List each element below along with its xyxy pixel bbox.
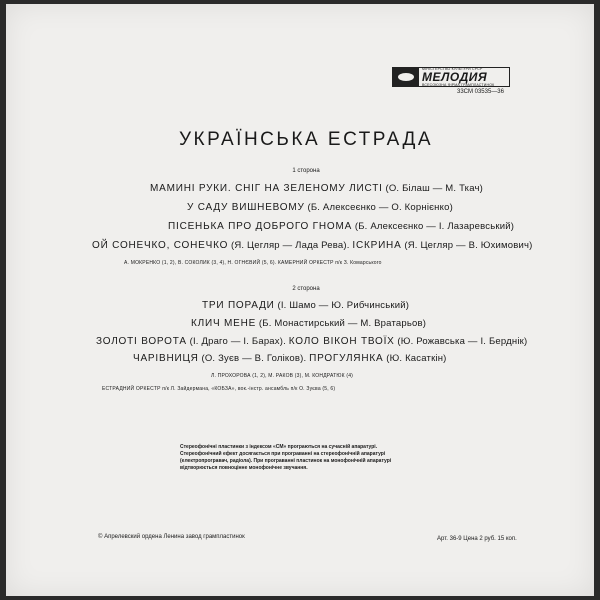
track-title-2: ПРОГУЛЯНКА	[309, 353, 384, 364]
track-credit-2: (Я. Цегляр — В. Юхимович)	[404, 240, 533, 251]
record-sleeve-back	[6, 4, 594, 596]
track-credit: (Б. Монастирський — М. Вратарьов)	[258, 318, 427, 329]
catalog-number: 33СМ 03535—36	[457, 89, 504, 95]
price-info: Арт. 36-9 Цена 2 руб. 15 коп.	[437, 536, 517, 542]
track-title-2: ІСКРИНА	[352, 240, 402, 251]
side1-performers: А. МОКРЕНКО (1, 2), В. СОКОЛИК (3, 4), Н. ОГНЄВИЙ (5, 6). КАМЕРНИЙ ОРКЕСТР п/к З. Комарського	[124, 260, 382, 266]
track-credit: (Я. Цегляр — Лада Рева).	[230, 240, 350, 251]
side2-heading: 2 сторона	[292, 286, 320, 292]
track-credit: (Б. Алексеєнко — О. Корнієнко)	[307, 202, 453, 213]
album-title: УКРАЇНСЬКА ЕСТРАДА	[178, 129, 434, 150]
track-title: ЗОЛОТІ ВОРОТА	[96, 336, 187, 347]
logo-brand: МЕЛОДИЯ	[422, 70, 488, 84]
side2-track-2	[191, 318, 426, 329]
melodiya-logo	[392, 67, 510, 87]
track-title: ТРИ ПОРАДИ	[202, 300, 275, 311]
track-credit: (Б. Алексеєнко — І. Лазаревський)	[354, 221, 515, 232]
side1-track-3	[168, 221, 514, 232]
track-title-2: КОЛО ВІКОН ТВОЇХ	[288, 336, 395, 347]
track-title: У САДУ ВИШНЕВОМУ	[187, 202, 305, 213]
track-title: ЧАРІВНИЦЯ	[133, 353, 199, 364]
side1-track-2	[187, 202, 453, 213]
side1-track-4	[92, 240, 533, 251]
track-credit-2: (Ю. Касаткін)	[386, 353, 447, 364]
factory-credit: © Апрелевский ордена Ленина завод грампластинок	[98, 534, 245, 540]
track-credit-2: (Ю. Рожавська — І. Берднік)	[397, 336, 528, 347]
track-title: КЛИЧ МЕНЕ	[191, 318, 257, 329]
track-credit: (І. Шамо — Ю. Рибчинський)	[277, 300, 410, 311]
logo-firm: ВСЕСОЮЗНА ФІРМА ГРАМПЛАСТИНОК	[422, 83, 495, 87]
side1-heading: 1 сторона	[292, 168, 320, 174]
track-title: ПІСЕНЬКА ПРО ДОБРОГО ГНОМА	[168, 221, 353, 232]
side2-performers-2: ЕСТРАДНИЙ ОРКЕСТР п/к Л. Зайдермана, «КОБЗА», вок.-інстр. ансамбль п/к О. Зуєва (5, 6)	[102, 386, 336, 392]
logo-ministry: МІНІСТЕРСТВО КУЛЬТУРИ СРСР	[422, 67, 483, 71]
side2-performers-1: Л. ПРОХОРОВА (1, 2), М. РАКОВ (3), М. КОНДРАТЮК (4)	[211, 373, 354, 379]
track-credit: (І. Драго — І. Барах).	[189, 336, 286, 347]
track-title: ОЙ СОНЕЧКО, СОНЕЧКО	[92, 240, 229, 251]
melodiya-emblem-icon	[393, 68, 419, 86]
track-credit: (О. Зуєв — В. Голіков).	[201, 353, 307, 364]
side2-track-3	[96, 336, 527, 347]
side2-track-1	[202, 300, 409, 311]
track-credit: (О. Білаш — М. Ткач)	[385, 183, 484, 194]
logo-text	[419, 68, 494, 86]
side2-track-4	[133, 353, 447, 364]
track-title: МАМИНІ РУКИ. СНІГ НА ЗЕЛЕНОМУ ЛИСТІ	[150, 183, 383, 194]
side1-track-1	[150, 183, 483, 194]
stereo-notice: Стереофонічні пластинки з індексом «СМ» програються на сучасній апаратурі. Стереофонічний ефект досягається при програванні на стереофонічній апаратурі (електропрогравач, радіола). При програванні пластинок на монофонічній апаратурі відтворюється повноцінне монофонічне звучання.	[180, 444, 392, 471]
